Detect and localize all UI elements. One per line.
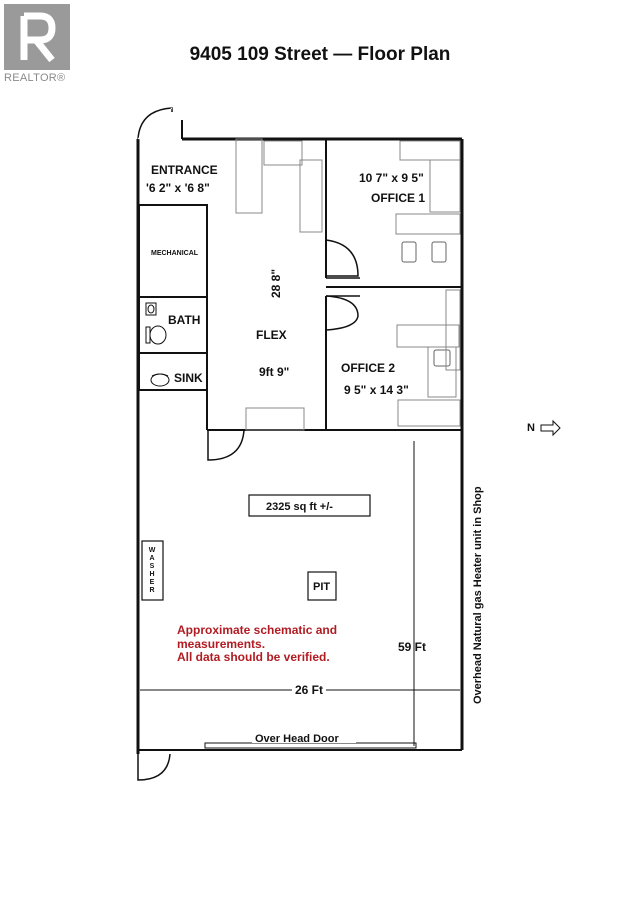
mechanical-label: MECHANICAL — [151, 250, 199, 257]
north-arrow-icon — [541, 421, 560, 435]
office1-door-swing — [326, 240, 358, 276]
bath-label: BATH — [168, 313, 201, 327]
office2-dims: 9 5" x 14 3" — [344, 383, 409, 397]
sink-label: SINK — [174, 371, 203, 385]
length-label: 59 Ft — [398, 640, 427, 654]
note-line-1: Approximate schematic and — [177, 623, 338, 637]
flex-width: 9ft 9" — [259, 365, 290, 379]
office2-door-swing — [326, 296, 358, 330]
width-label: 26 Ft — [295, 683, 324, 697]
washer-letter: H — [149, 571, 155, 578]
washer-letter: E — [149, 579, 155, 586]
washer-letter: S — [149, 563, 155, 570]
entrance-dims: '6 2" x '6 8" — [146, 181, 210, 195]
note-line-3: All data should be verified. — [177, 650, 330, 664]
overhead-door-label: Over Head Door — [255, 733, 339, 745]
office2-label: OFFICE 2 — [341, 361, 396, 375]
flex-label: FLEX — [256, 328, 287, 342]
flex-length: 28 8" — [269, 268, 283, 298]
note-line-2: measurements. — [177, 637, 266, 651]
heater-label: Overhead Natural gas Heater unit in Shop — [472, 486, 484, 704]
washer-letter: W — [148, 547, 156, 554]
washer-letter: A — [149, 555, 155, 562]
north-label: N — [527, 422, 535, 434]
washer-letter: R — [149, 587, 155, 594]
office1-label: OFFICE 1 — [371, 191, 426, 205]
office1-dims: 10 7" x 9 5" — [359, 171, 424, 185]
area-label: 2325 sq ft +/- — [266, 501, 333, 513]
exit-door-swing — [138, 754, 170, 780]
pit-label: PIT — [313, 581, 331, 593]
washer-label — [149, 547, 156, 594]
entrance-label: ENTRANCE — [151, 163, 218, 177]
page-title: 9405 109 Street — Floor Plan — [189, 44, 451, 65]
shop-door-swing — [208, 430, 244, 460]
realtor-logo-text: REALTOR® — [4, 72, 66, 84]
